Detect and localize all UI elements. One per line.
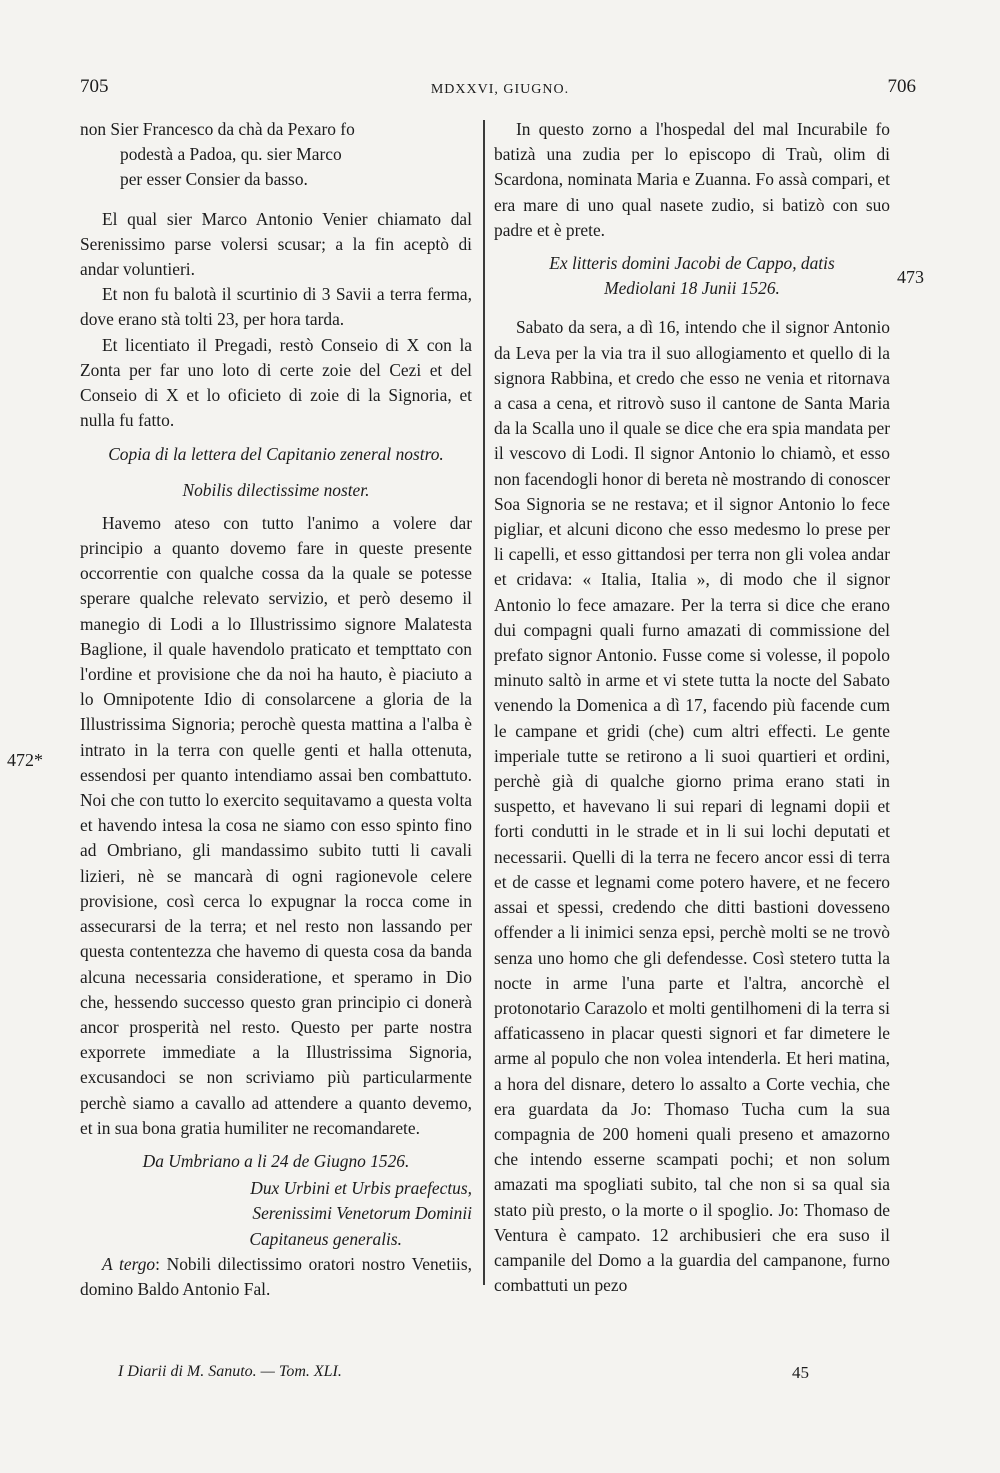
- page-number-right: 706: [887, 76, 916, 97]
- running-header: MDXXVI, GIUGNO.: [430, 82, 570, 97]
- signature-line: Dux Urbini et Urbis praefectus,: [250, 1178, 472, 1199]
- signature-line: Serenissimi Venetorum Dominii: [252, 1203, 472, 1224]
- paragraph: Et non fu balotà il scurtinio di 3 Savii a terra ferma, dove erano stà tolti 23, per hora tarda.: [80, 284, 472, 330]
- opening-line: podestà a Padoa, qu. sier Marco: [120, 144, 342, 165]
- right-column: [494, 117, 890, 1298]
- letter-body: Sabato da sera, a dì 16, intendo che il signor Antonio da Leva per la via tra il suo allogiamento et quello di la signora Rabbina, et credo che esso ne venia et ritornava a casa a cena, et ritrovò suso il cantone de Santa Maria da la Scalla uno il quale se dice che era spia mandata per il vescovo di Lodi. Il signor Antonio lo chiamò, et esso non facendogli honor di bereta nè mostrando di conoscer Soa Signoria se ne restava; et il signor Antonio lo fece pigliar, et alcuni dicono che esso medesmo lo prese per li capelli, et esso gittandosi per terra non gli volea andar et cridava: « Italia, Italia », di modo che il signor Antonio lo fece amazare. Per la terra si dice che erano dui compagni quali furno amazati di commissione del prefato signor Antonio. Fusse come si volesse, il popolo minuto saltò in arme et vi stete tutta la nocte del Sabato venendo la Domenica a dì 17, facendo più facende cum le campane et gridi (che) cum altri effecti. Le gente imperiale tutte se retirono a li suoi quartieri et ordini, perchè già di qualche giorno prima erano stati in suspetto, et havevano li sui repari di legnami dopii et forti condutti in le strade et in li sui lochi deputati et necessarii. Quelli di la terra ne fecero ancor essi di terra et de casse et legnami come potero havere, et ne fecero assai et spessi, credendo che ditti bastioni dovesseno offender a li inimici senza epsi, perchè molti se ne trovò senza uno homo che gli defendesse. Così stetero tutta la nocte in arme l'una parte et l'altra, ancorchè el protonotario Carazolo et molti gentilhomeni di la terra si affaticasseno in placar questi signori et far dimetere le arme al populo che non volea intenderla. Et heri matina, a hora del disnare, detero lo assalto a Corte vechia, che era guardata da Jo: Thomaso Tucha cum la sua compagnia de 200 homeni quali preseno et amazorno che intendo esserne scampati pochi; et non solum amazati ma spogliati subito, tal che non si sa qual sia stato più presto, o la morte o il spoglio. Jo: Thomaso de Ventura è campato. 12 archibusieri che era suso il campanile del Domo a la guardia del campanone, furno combattuti un pezo: [494, 317, 890, 1296]
- paragraph: Et licentiato il Pregadi, restò Conseio di X con la Zonta per far uno loto di certe zoie del Cezi et del Conseio di X et lo oficieto di zoie di la Signoria, et nulla fu fatto.: [80, 334, 472, 431]
- signature-block: [80, 1176, 472, 1252]
- address-label: A tergo: [102, 1253, 156, 1274]
- letter-heading: Ex litteris domini Jacobi de Cappo, datis: [549, 253, 835, 274]
- footer-citation: I Diarii di M. Sanuto. — Tom. XLI.: [118, 1363, 342, 1380]
- signature-line: Capitaneus generalis.: [249, 1228, 402, 1249]
- margin-note-right: 473: [897, 267, 924, 287]
- address-text: : Nobili dilectissimo oratori nostro Venetiis, domino Baldo Antonio Fal.: [80, 1253, 472, 1299]
- left-column: [80, 117, 472, 1302]
- paragraph: El qual sier Marco Antonio Venier chiamato dal Serenissimo parse volersi scusar; a la fin aceptò di andar voluntieri.: [80, 208, 472, 280]
- opening-line: per esser Consier da basso.: [120, 169, 308, 190]
- paragraph: In questo zorno a l'hospedal del mal Incurabile fo batizà una zudia per lo episcopo di Traù, olim di Scardona, nominata Maria e Zuanna. Fo assà compari, et era mare di uno qual nasete zudio, si batizò con suo padre et è prete.: [494, 119, 890, 240]
- column-divider: [483, 120, 485, 1285]
- letter-heading: Mediolani 18 Junii 1526.: [604, 278, 780, 299]
- letter-heading: Copia di la lettera del Capitanio zeneral nostro.: [108, 444, 444, 465]
- address-note: [80, 1252, 472, 1302]
- signature-mark: 45: [792, 1363, 809, 1382]
- dateline: Da Umbriano a li 24 de Giugno 1526.: [142, 1150, 410, 1171]
- margin-note-left: 472*: [7, 750, 43, 770]
- salutation: Nobilis dilectissime noster.: [182, 479, 370, 500]
- letter-body: Havemo ateso con tutto l'animo a volere dar principio a quanto dovemo fare in queste presente occorrentie con qualche cossa da la quale se potesse sperare qualche relevato servizio, et però desemo il manegio di Lodi a lo Illustrissimo signore Malatesta Baglione, il quale havendolo praticato et tempttato con l'ordine et provisione che da noi ha hauto, è piaciuto a lo Omnipotente Idio di consolarcene a gloria de la Illustrissima Signoria; perochè questa mattina a l'alba è intrato in la terra con quelle genti et halla ottenuta, essendosi per quanto intendiamo assai ben combattuto. Noi che con tutto lo exercito sequitavamo a questa volta et havendo intesa la cosa ne siamo con esso spinto fino ad Ombriano, gli mandassimo subito tutti li cavali lizieri, nè se mancarà di ogni ragionevole celere provisione, così cerca lo expugnar la rocca come in assecurarsi de la terra; et nel resto non lassando per questa contentezza che havemo di questa cosa da banda alcuna necessaria consideratione, et speramo in Dio che, hessendo successo questo gran principio ci donerà ancor prosperità nel resto. Questo per parte nostra exporrete immediate a la Illustrissima Signoria, excusandoci se non scriviamo più particularmente perchè siamo a cavallo ad attendere a quanto devemo, et in sua bona gratia humiliter ne recomandarete.: [80, 512, 472, 1138]
- page-number-left: 705: [80, 76, 109, 97]
- opening-line: non Sier Francesco da chà da Pexaro fo: [80, 119, 355, 139]
